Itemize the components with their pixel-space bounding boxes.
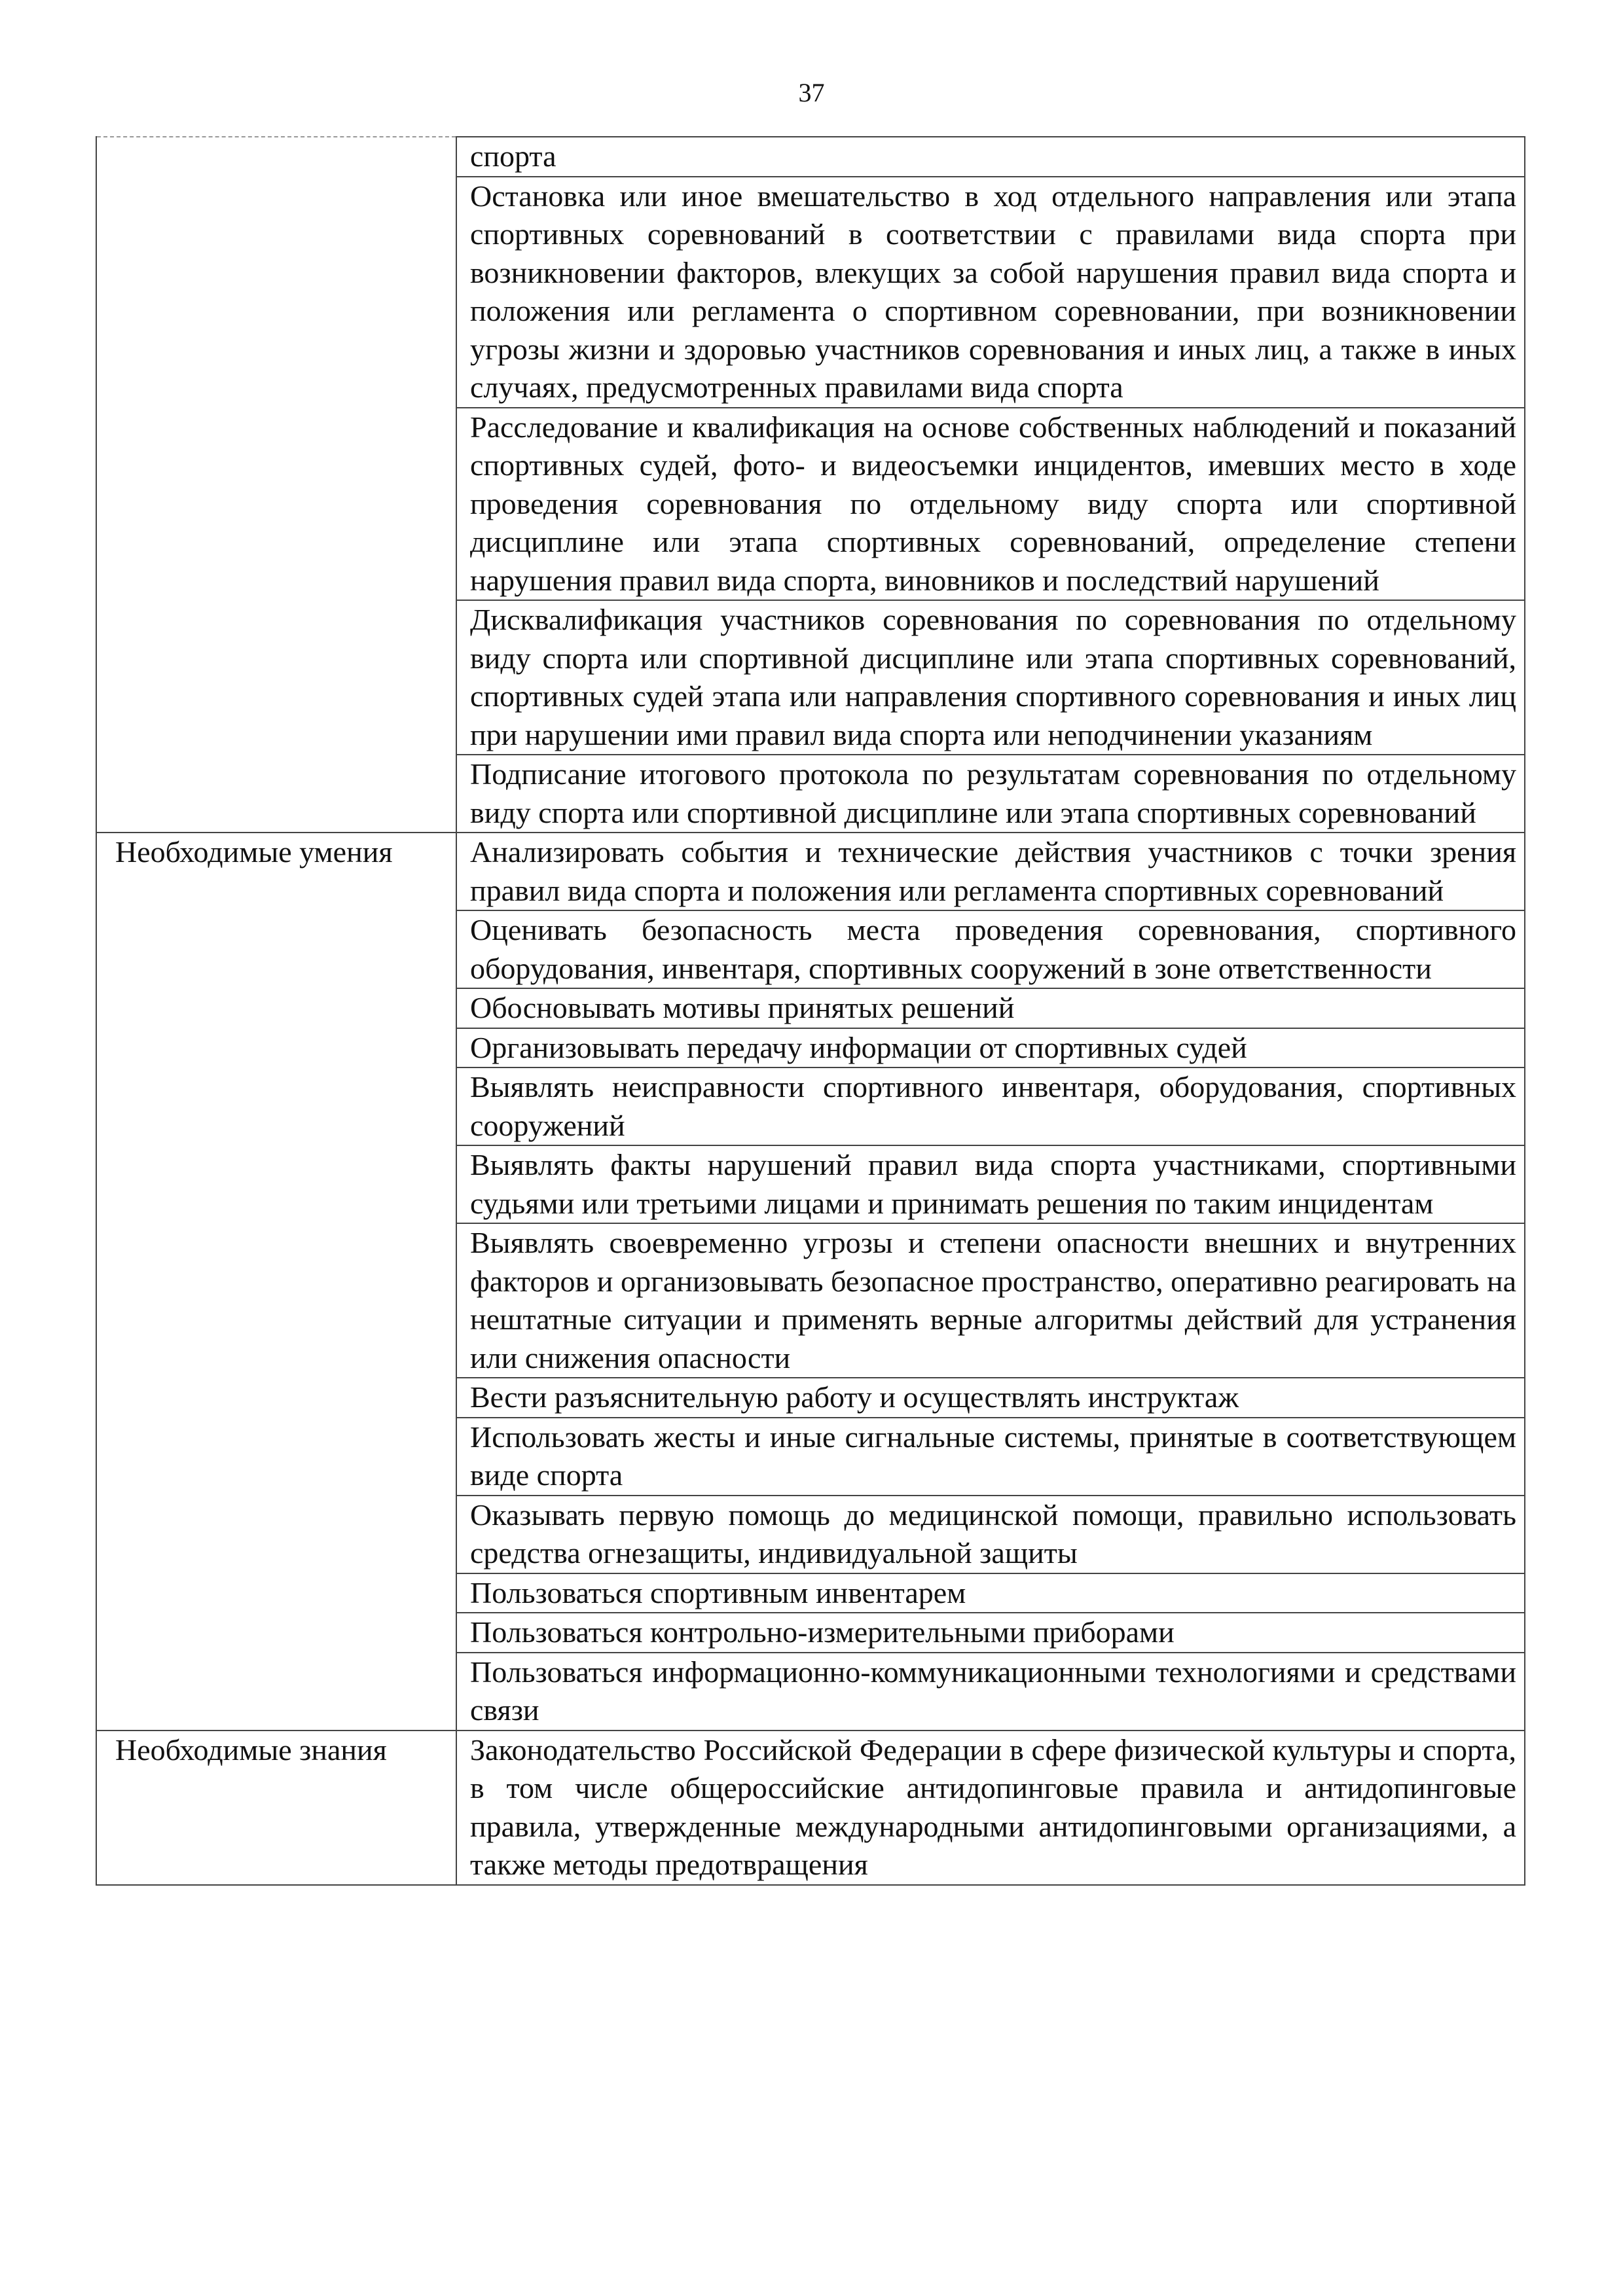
cell-text: Дисквалификация участников соревнования по соревнования по отдельному виду спорта или спортивной дисциплине или этапа спортивных соревнований, спортивных судей этапа или направления спортивного соревнования и иных лиц при нарушении ими правил вида спорта или неподчинении указаниям: [470, 603, 1516, 751]
table-cell: [456, 1378, 1525, 1418]
table-cell: [456, 910, 1525, 988]
cell-text: Организовывать передачу информации от спортивных судей: [470, 1030, 1247, 1064]
table-cell: [456, 1731, 1525, 1885]
table-cell: [456, 137, 1525, 177]
cell-text: Остановка или иное вмешательство в ход отдельного направления или этапа спортивных соревнований в соответствии с правилами вида спорта при возникновении факторов, влекущих за собой нарушения правил вида спорта и положения или регламента о спортивном соревновании, при возникновении угрозы жизни и здоровью участников соревнования и иных лиц, а также в иных случаях, предусмотренных правилами вида спорта: [470, 179, 1516, 404]
table-cell: [456, 1653, 1525, 1731]
table-cell: [456, 1223, 1525, 1378]
table-cell: [456, 177, 1525, 408]
table-cell: [456, 1496, 1525, 1573]
cell-text: Подписание итогового протокола по результатам соревнования по отдельному виду спорта или спортивной дисциплине или этапа спортивных соревнований: [470, 757, 1516, 829]
cell-text: Выявлять факты нарушений правил вида спорта участниками, спортивными судьями или третьими лицами и принимать решения по таким инцидентам: [470, 1148, 1516, 1220]
cell-text: Пользоваться спортивным инвентарем: [470, 1575, 966, 1609]
table-cell: [456, 1067, 1525, 1145]
cell-text: Пользоваться контрольно-измерительными приборами: [470, 1615, 1175, 1649]
cell-text: Оценивать безопасность места проведения соревнования, спортивного оборудования, инвентаря, спортивных сооружений в зоне ответственности: [470, 913, 1516, 985]
section-label: Необходимые умения: [96, 833, 456, 1731]
section-label: Необходимые знания: [96, 1731, 456, 1885]
cell-text: Обосновывать мотивы принятых решений: [470, 991, 1015, 1024]
cell-text: Вести разъяснительную работу и осуществлять инструктаж: [470, 1380, 1239, 1414]
table-row: [96, 833, 1525, 910]
table-cell: [456, 600, 1525, 755]
cell-text: Расследование и квалификация на основе собственных наблюдений и показаний спортивных судей, фото- и видеосъемки инцидентов, имевших место в ходе проведения соревнования по отдельному виду спорта или спортивной дисциплине или этапа спортивных соревнований, определение степени нарушения правил вида спорта, виновников и последствий нарушений: [470, 410, 1516, 597]
table-cell: [456, 1028, 1525, 1068]
table-cell: [456, 833, 1525, 910]
cell-text: Оказывать первую помощь до медицинской помощи, правильно использовать средства огнезащиты, индивидуальной защиты: [470, 1498, 1516, 1570]
cell-text: Пользоваться информационно-коммуникационными технологиями и средствами связи: [470, 1655, 1516, 1727]
table-cell: [456, 988, 1525, 1028]
table-cell: [456, 1418, 1525, 1496]
table-row: [96, 1731, 1525, 1885]
cell-text: Выявлять своевременно угрозы и степени опасности внешних и внутренних факторов и организовывать безопасное пространство, оперативно реагировать на нештатные ситуации и применять верные алгоритмы действий для устранения или снижения опасности: [470, 1226, 1516, 1374]
table-row: [96, 137, 1525, 177]
page-number: 37: [798, 78, 825, 107]
table-cell: [456, 1573, 1525, 1613]
table-cell: [456, 1145, 1525, 1223]
table-cell: [456, 408, 1525, 601]
section-label: [96, 137, 456, 833]
cell-text: Выявлять неисправности спортивного инвентаря, оборудования, спортивных сооружений: [470, 1070, 1516, 1142]
requirements-table: [96, 136, 1525, 1886]
table-cell: [456, 1613, 1525, 1653]
table-cell: [456, 755, 1525, 833]
cell-text: Законодательство Российской Федерации в сфере физической культуры и спорта, в том числе общероссийские антидопинговые правила и антидопинговые правила, утвержденные международными антидопинговыми организациями, а также методы предотвращения: [470, 1732, 1516, 1881]
cell-text: Анализировать события и технические действия участников с точки зрения правил вида спорта и положения или регламента спортивных соревнований: [470, 835, 1516, 907]
cell-text: спорта: [470, 139, 556, 173]
cell-text: Использовать жесты и иные сигнальные системы, принятые в соответствующем виде спорта: [470, 1420, 1516, 1492]
